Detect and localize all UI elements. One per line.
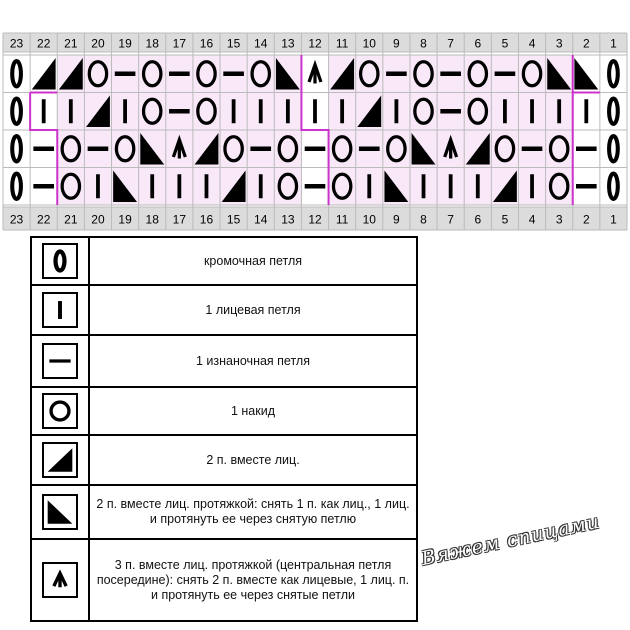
legend-description: 1 накид [89, 387, 417, 435]
edge-stitch-icon [609, 61, 618, 87]
edge-stitch-icon [609, 136, 618, 162]
legend-row [31, 539, 417, 621]
column-number-bottom: 9 [393, 212, 400, 227]
column-number-top: 1 [610, 36, 617, 51]
column-number-top: 19 [118, 36, 132, 51]
column-number-top: 23 [9, 36, 24, 51]
column-number-bottom: 23 [9, 212, 24, 227]
legend-row [31, 435, 417, 485]
column-number-top: 11 [335, 36, 349, 51]
column-number-top: 13 [281, 36, 295, 51]
legend-symbol-cell [31, 335, 89, 387]
column-number-top: 21 [64, 36, 78, 51]
legend-description: 2 п. вместе лиц. [89, 435, 417, 485]
legend-description: кромочная петля [89, 237, 417, 285]
edge-stitch-icon [609, 174, 618, 200]
column-number-top: 2 [582, 36, 590, 51]
legend-symbol-cell [31, 237, 89, 285]
legend-symbol-cell [31, 485, 89, 539]
column-number-bottom: 15 [226, 212, 241, 227]
column-number-top: 18 [145, 36, 159, 51]
column-number-top: 22 [37, 36, 51, 51]
column-number-top: 20 [91, 36, 105, 51]
legend-row [31, 335, 417, 387]
edge-stitch-icon [12, 61, 21, 87]
column-number-top: 14 [254, 36, 268, 51]
column-number-bottom: 16 [199, 212, 214, 227]
column-number-bottom: 4 [528, 212, 536, 227]
column-number-top: 8 [420, 36, 427, 51]
column-number-top: 5 [501, 36, 509, 51]
column-number-bottom: 18 [145, 212, 159, 227]
column-number-bottom: 1 [610, 212, 617, 227]
column-number-bottom: 20 [91, 212, 105, 227]
column-number-bottom: 13 [281, 212, 295, 227]
ssk-icon [574, 58, 598, 90]
edge-stitch-icon [12, 99, 21, 125]
column-number-bottom: 7 [447, 212, 454, 227]
purl-icon [42, 343, 78, 379]
edge-stitch-icon [609, 99, 618, 125]
yarn-over-icon [42, 393, 78, 429]
column-number-bottom: 17 [172, 212, 187, 227]
column-number-top: 16 [199, 36, 214, 51]
column-number-top: 17 [172, 36, 187, 51]
column-number-top: 6 [474, 36, 482, 51]
legend-description: 1 лицевая петля [89, 285, 417, 335]
centered-double-decrease-icon [42, 562, 78, 598]
column-number-bottom: 5 [501, 212, 509, 227]
centered-double-decrease-icon [309, 65, 321, 84]
legend-symbol-cell [31, 435, 89, 485]
legend-symbol-cell [31, 539, 89, 621]
column-number-bottom: 8 [420, 212, 427, 227]
column-number-bottom: 14 [254, 212, 268, 227]
column-number-top: 9 [393, 36, 400, 51]
column-number-bottom: 10 [362, 212, 376, 227]
column-number-top: 10 [362, 36, 376, 51]
legend-row [31, 387, 417, 435]
k2tog-icon [32, 58, 56, 90]
legend-row [31, 285, 417, 335]
legend-row [31, 485, 417, 539]
watermark: Вяжем спицами [419, 510, 602, 570]
column-number-top: 4 [528, 36, 536, 51]
column-number-top: 15 [226, 36, 241, 51]
knitting-chart [0, 0, 630, 232]
column-number-bottom: 19 [118, 212, 132, 227]
knit-icon [42, 292, 78, 328]
legend-symbol-cell [31, 387, 89, 435]
ssk-icon [42, 494, 78, 530]
edge-stitch-icon [12, 174, 21, 200]
column-number-top: 7 [447, 36, 454, 51]
legend-row [31, 237, 417, 285]
column-number-top: 3 [555, 36, 563, 51]
legend-table [30, 236, 418, 622]
column-number-bottom: 21 [64, 212, 78, 227]
edge-stitch-icon [42, 243, 78, 279]
legend-symbol-cell [31, 285, 89, 335]
column-number-bottom: 2 [582, 212, 590, 227]
k2tog-icon [42, 442, 78, 478]
legend-description: 2 п. вместе лиц. протяжкой: снять 1 п. как лиц., 1 лиц. и протянуть ее через снятую петлю [89, 485, 417, 539]
column-number-bottom: 22 [37, 212, 51, 227]
edge-stitch-icon [12, 136, 21, 162]
legend-description: 3 п. вместе лиц. протяжкой (центральная петля посередине): снять 2 п. вместе как лицевые, 1 лиц. п. и протянуть ее через снятые петли [89, 539, 417, 621]
column-number-top: 12 [308, 36, 322, 51]
column-number-bottom: 3 [555, 212, 563, 227]
legend-description: 1 изнаночная петля [89, 335, 417, 387]
column-number-bottom: 12 [308, 212, 322, 227]
column-number-bottom: 6 [474, 212, 482, 227]
column-number-bottom: 11 [335, 212, 349, 227]
